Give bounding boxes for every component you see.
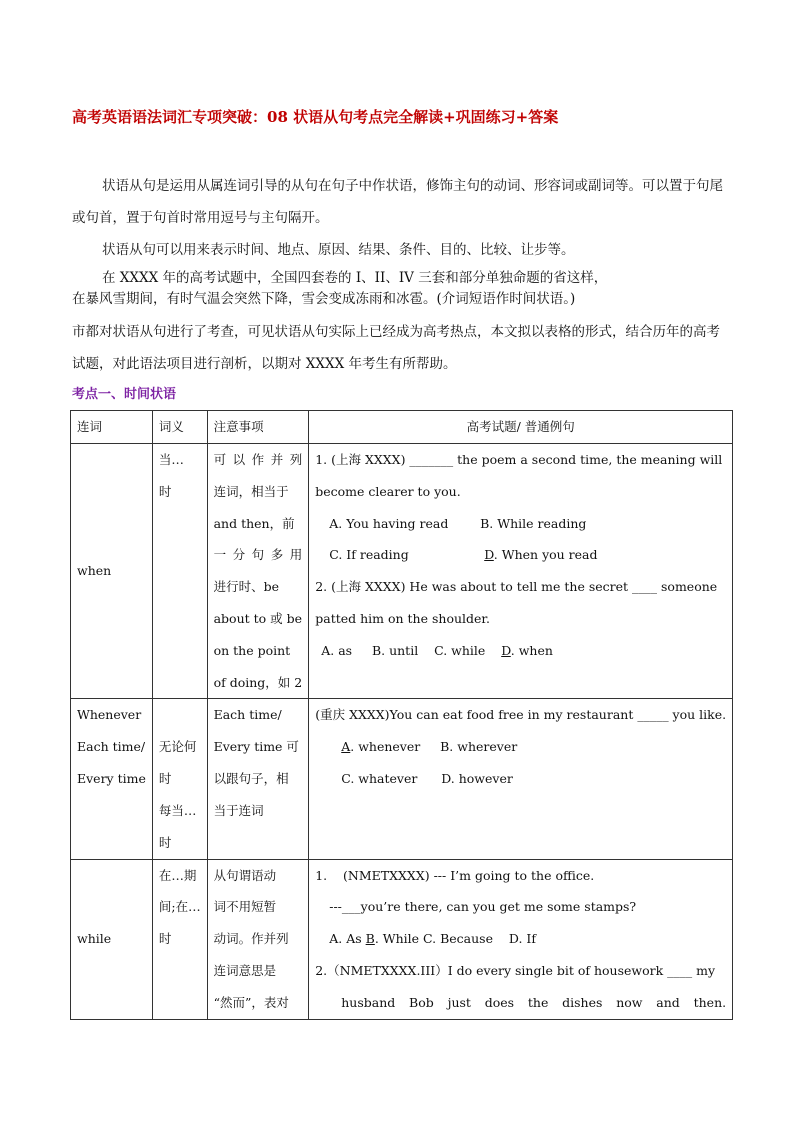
notes-while: 从句谓语动 词不用短暂 动词。作并列 连词意思是 “然而”，表对	[207, 859, 309, 1019]
intro-paragraph-3b: 在暴风雪期间，有时气温会突然下降，雪会变成冻雨和冰雹。(介词短语作时间状语。)	[72, 291, 576, 307]
table-row	[71, 444, 733, 699]
section-heading-time-clause: 考点一、时间状语	[72, 387, 177, 402]
header-notes: 注意事项	[207, 411, 309, 444]
header-examples: 高考试题/ 普通例句	[309, 411, 733, 444]
intro-paragraph-2: 状语从句可以用来表示时间、地点、原因、结果、条件、目的、比较、让步等。	[102, 242, 575, 258]
header-conj: 连词	[71, 411, 153, 444]
examples-when: 1. (上海 XXXX) _______ the poem a second time, the meaning will become clearer to you. A. You having read B. While reading C. If reading D. When you read 2. (上海 XXXX) He was about to tell me the secret ____ someone patted him on the shoulder. A. as B. until C. while D. when	[309, 444, 733, 699]
notes-when: 可以作并列 连词，相当于 and then，前 一分句多用 进行时、be about to 或 be on the point of doing，如 2	[207, 444, 309, 699]
time-clause-table	[70, 410, 733, 1020]
intro-paragraph-4: 市都对状语从句进行了考查，可见状语从句实际上已经成为高考热点，本文拟以表格的形式，结合历年的高考试题，对此语法项目进行剖析，以期对 XXXX 年考生有所帮助。	[72, 324, 720, 372]
table-row	[71, 699, 733, 859]
page-title: 高考英语语法词汇专项突破：08 状语从句考点完全解读+巩固练习+答案	[72, 108, 559, 126]
intro-paragraph-3a: 在 XXXX 年的高考试题中，全国四套卷的 I、II、IV 三套和部分单独命题的省这样，	[102, 270, 608, 286]
conj-when: when	[71, 444, 153, 699]
intro-paragraph-1: 状语从句是运用从属连词引导的从句在句子中作状语，修饰主句的动词、形容词或副词等。可以置于句尾或句首，置于句首时常用逗号与主句隔开。	[72, 178, 723, 226]
conj-while: while	[71, 859, 153, 1019]
examples-whenever: (重庆 XXXX)You can eat food free in my restaurant _____ you like. A. whenever B. wherever C. whatever D. however	[309, 699, 733, 859]
table-row	[71, 859, 733, 1019]
examples-while: 1. (NMETXXXX) --- I’m going to the office. ---___you’re there, can you get me some stamps? A. As B. While C. Because D. If 2.（NMETXXXX.III）I do every single bit of housework ____ my husband Bob just does the dishes now and then.	[309, 859, 733, 1019]
meaning-whenever: 无论何 时 每当… 时	[152, 699, 207, 859]
meaning-when: 当… 时	[152, 444, 207, 699]
table-header-row	[71, 411, 733, 444]
header-meaning: 词义	[152, 411, 207, 444]
notes-whenever: Each time/ Every time 可 以跟句子，相 当于连词	[207, 699, 309, 859]
conj-whenever: Whenever Each time/ Every time	[71, 699, 153, 859]
meaning-while: 在…期 间;在… 时	[152, 859, 207, 1019]
